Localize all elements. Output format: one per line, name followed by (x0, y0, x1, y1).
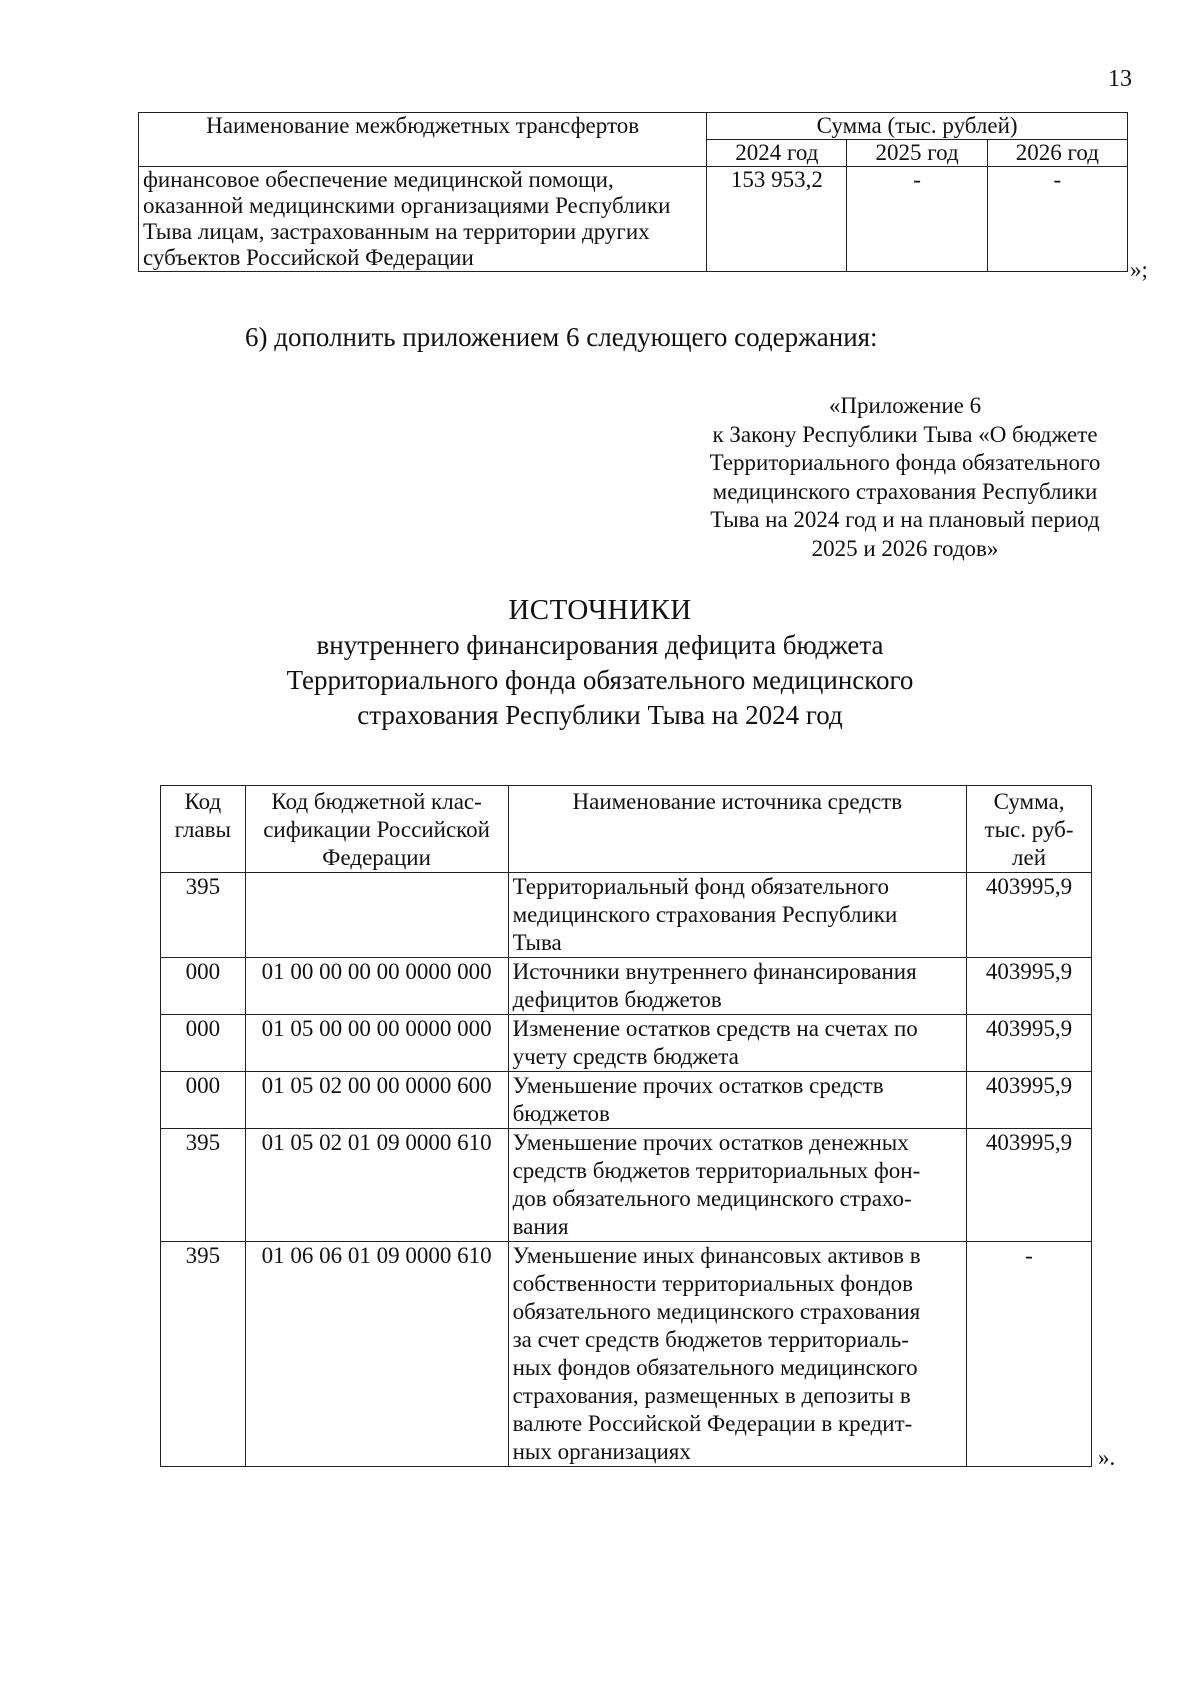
transfers-table (138, 112, 1128, 272)
text-line: ных организациях (512, 1439, 691, 1464)
text-line: финансовое обеспечение медицинской помощи, (143, 167, 614, 192)
text-line: Уменьшение прочих остатков средств (512, 1073, 884, 1098)
closing-quote: »; (1130, 257, 1148, 282)
text-line: страхования Республики Тыва на 2024 год (357, 700, 843, 730)
code-cell: 395 (161, 1129, 246, 1242)
text-line: за счет средств бюджетов территориаль- (512, 1327, 909, 1352)
sources-table (160, 785, 1092, 1467)
table-row (161, 1072, 1092, 1129)
text-line: Сумма, (993, 789, 1065, 814)
document-title: ИСТОЧНИКИ (508, 594, 692, 626)
name-cell (508, 1242, 966, 1467)
text-line: Тыва на 2024 год и на плановый период (710, 507, 1100, 532)
table-row (161, 1015, 1092, 1072)
table-row (161, 1242, 1092, 1467)
transfer-name-cell (139, 167, 707, 272)
name-cell (508, 873, 966, 958)
sum-cell: 403995,9 (967, 873, 1092, 958)
text-line: валюте Российской Федерации в кредит- (512, 1411, 913, 1436)
text-line: лей (1012, 845, 1047, 870)
text-line: медицинского страхования Республики (712, 478, 1098, 504)
text-line: Федерации (322, 845, 431, 870)
sum-cell: 403995,9 (967, 1072, 1092, 1129)
transfers-header-year: 2024 год (707, 140, 847, 167)
appendix-reference (690, 392, 1120, 563)
table-row (161, 1129, 1092, 1242)
closing-quote: ». (1098, 1445, 1116, 1470)
text-line: собственности территориальных фондов (512, 1271, 913, 1296)
text-line: страхования, размещенных в депозиты в (512, 1383, 911, 1408)
text-line: бюджетов (512, 1101, 610, 1126)
code-cell: 000 (161, 1015, 246, 1072)
text-line: субъектов Российской Федерации (143, 245, 474, 270)
code-cell: 000 (161, 958, 246, 1015)
text-line: тыс. руб- (984, 817, 1074, 842)
sum-cell: 403995,9 (967, 1015, 1092, 1072)
text-line: Территориального фонда обязательного медицинского (286, 665, 914, 695)
transfers-header-year: 2026 год (987, 140, 1127, 167)
kbk-cell: 01 06 06 01 09 0000 610 (245, 1242, 508, 1467)
name-cell (508, 958, 966, 1015)
kbk-cell: 01 05 02 00 00 0000 600 (245, 1072, 508, 1129)
text-line: «Приложение 6 (828, 393, 982, 418)
name-cell (508, 1015, 966, 1072)
document-subtitle (0, 628, 1200, 733)
sum-cell: - (967, 1242, 1092, 1467)
transfer-value-2024: 153 953,2 (707, 167, 847, 272)
text-line: Изменение остатков средств на счетах по (512, 1016, 918, 1041)
text-line: учету средств бюджета (512, 1044, 739, 1069)
table-row (161, 873, 1092, 958)
transfer-value-2026: - (987, 167, 1127, 272)
text-line: Территориальный фонд обязательного (512, 874, 890, 899)
supplement-instruction: 6) дополнить приложением 6 следующего содержания: (245, 322, 878, 352)
text-line: Наименование источника средств (572, 789, 903, 814)
kbk-cell: 01 05 00 00 00 0000 000 (245, 1015, 508, 1072)
sum-cell: 403995,9 (967, 1129, 1092, 1242)
transfers-header-year: 2025 год (847, 140, 987, 167)
kbk-cell: 01 00 00 00 00 0000 000 (245, 958, 508, 1015)
text-line: оказанной медицинскими организациями Республики (143, 193, 671, 218)
kbk-cell (245, 873, 508, 958)
text-line: Код (184, 789, 222, 814)
text-line: Источники внутреннего финансирования (512, 959, 917, 984)
name-cell (508, 1072, 966, 1129)
text-line: средств бюджетов территориальных фон- (512, 1158, 921, 1183)
text-line: ных фондов обязательного медицинского (512, 1355, 918, 1380)
text-line: Код бюджетной клас- (271, 789, 482, 814)
header-sum (967, 786, 1092, 873)
text-line: Уменьшение прочих остатков денежных (512, 1130, 909, 1155)
header-code (161, 786, 246, 873)
table-row (139, 167, 1128, 272)
header-name (508, 786, 966, 873)
kbk-cell: 01 05 02 01 09 0000 610 (245, 1129, 508, 1242)
text-line: медицинского страхования Республики (512, 902, 898, 927)
text-line: сификации Российской (263, 817, 490, 842)
text-line: дов обязательного медицинского страхо- (512, 1186, 912, 1211)
text-line: Уменьшение иных финансовых активов в (512, 1243, 921, 1268)
transfer-value-2025: - (847, 167, 987, 272)
name-cell (508, 1129, 966, 1242)
text-line: Территориального фонда обязательного (709, 450, 1101, 475)
text-line: Тыва (512, 930, 562, 955)
text-line: 2025 и 2026 годов» (811, 535, 999, 561)
code-cell: 000 (161, 1072, 246, 1129)
text-line: Тыва лицам, застрахованным на территории других (143, 219, 650, 244)
code-cell: 395 (161, 873, 246, 958)
sum-cell: 403995,9 (967, 958, 1092, 1015)
transfers-header-name: Наименование межбюджетных трансфертов (139, 113, 707, 167)
text-line: обязательного медицинского страхования (512, 1299, 921, 1324)
text-line: главы (174, 817, 231, 842)
code-cell: 395 (161, 1242, 246, 1467)
text-line: вания (512, 1214, 569, 1239)
text-line: внутреннего финансирования дефицита бюджета (316, 630, 884, 660)
header-kbk (245, 786, 508, 873)
table-row (161, 958, 1092, 1015)
page-number: 13 (1108, 66, 1132, 92)
text-line: к Закону Республики Тыва «О бюджете (712, 421, 1098, 447)
transfers-header-sum: Сумма (тыс. рублей) (707, 113, 1128, 140)
text-line: дефицитов бюджетов (512, 987, 722, 1012)
